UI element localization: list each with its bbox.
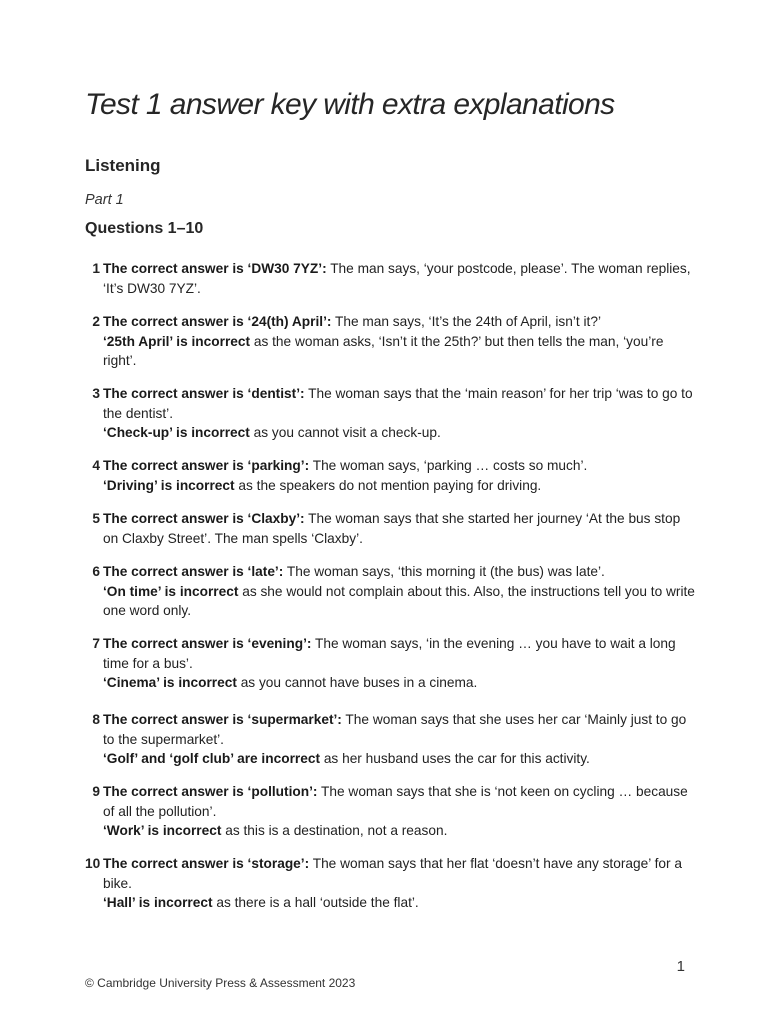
- correct-explanation: The woman says, ‘in the evening … you have to wait a long time for a bus’.: [103, 636, 676, 671]
- incorrect-explanation: as you cannot have buses in a cinema.: [236, 675, 478, 690]
- answer-incorrect: [103, 332, 695, 371]
- answer-incorrect: [103, 476, 695, 496]
- answer-incorrect: [103, 423, 695, 443]
- answer-incorrect: [103, 582, 695, 621]
- answer-number: 3: [92, 386, 100, 401]
- answer-correct: [103, 509, 695, 548]
- page-number: 1: [676, 958, 685, 975]
- answer-incorrect: [103, 893, 695, 913]
- correct-explanation: The woman says that her flat ‘doesn’t have any storage’ for a bike.: [103, 856, 682, 891]
- answer-number: 5: [92, 511, 100, 526]
- incorrect-explanation: as you cannot visit a check-up.: [249, 425, 441, 440]
- answer-incorrect: [103, 821, 695, 841]
- answer-number: 7: [92, 636, 100, 651]
- questions-heading: Questions 1–10: [85, 220, 204, 237]
- correct-label: The correct answer is ‘Claxby’:: [103, 511, 305, 526]
- answer-correct: [103, 782, 695, 821]
- answer-item: [85, 710, 695, 769]
- incorrect-label: ‘25th April’ is incorrect: [103, 333, 251, 349]
- section-heading: Listening: [85, 156, 161, 175]
- answer-number: 1: [92, 261, 100, 276]
- answer-correct: [103, 384, 695, 423]
- part-label: Part 1: [85, 192, 124, 208]
- answer-incorrect: [103, 749, 695, 769]
- answer-number: 8: [92, 712, 100, 727]
- copyright-notice: © Cambridge University Press & Assessment 2023: [85, 976, 356, 990]
- answer-correct: [103, 259, 695, 298]
- incorrect-explanation: as the speakers do not mention paying for driving.: [234, 477, 542, 493]
- incorrect-explanation: as there is a hall ‘outside the flat’.: [212, 895, 419, 910]
- incorrect-explanation: as she would not complain about this. Also, the instructions tell you to write one word only.: [103, 583, 695, 618]
- answer-correct: [103, 634, 695, 673]
- correct-explanation: The woman says, ‘parking … costs so much’.: [309, 458, 588, 473]
- correct-label: The correct answer is ‘DW30 7YZ’:: [103, 261, 327, 276]
- answer-item: [85, 509, 695, 548]
- correct-label: The correct answer is ‘dentist’:: [103, 386, 305, 401]
- incorrect-explanation: as her husband uses the car for this activity.: [320, 751, 590, 766]
- correct-explanation: The man says, ‘It’s the 24th of April, isn’t it?’: [331, 314, 602, 329]
- answer-correct: [103, 710, 695, 749]
- correct-label: The correct answer is ‘24(th) April’:: [103, 314, 332, 329]
- correct-explanation: The woman says that she started her journey ‘At the bus stop on Claxby Street’. The man spells ‘Claxby’.: [103, 511, 681, 546]
- correct-explanation: The man says, ‘your postcode, please’. The woman replies, ‘It’s DW30 7YZ’.: [103, 261, 691, 296]
- answer-item: [85, 312, 695, 371]
- answer-item: [85, 259, 695, 298]
- answer-item: [85, 562, 695, 621]
- correct-label: The correct answer is ‘supermarket’:: [103, 712, 342, 727]
- incorrect-label: ‘Check-up’ is incorrect: [103, 425, 250, 440]
- incorrect-explanation: as this is a destination, not a reason.: [221, 823, 448, 838]
- answer-item: [85, 782, 695, 841]
- answer-number: 4: [92, 458, 100, 473]
- answer-item: [85, 384, 695, 443]
- answer-correct: [103, 562, 695, 582]
- correct-explanation: The woman says that she uses her car ‘Mainly just to go to the supermarket’.: [103, 712, 687, 747]
- incorrect-label: ‘Golf’ and ‘golf club’ are incorrect: [103, 751, 321, 766]
- correct-label: The correct answer is ‘late’:: [103, 564, 284, 579]
- answer-incorrect: [103, 673, 695, 693]
- incorrect-explanation: as the woman asks, ‘Isn’t it the 25th?’ but then tells the man, ‘you’re right’.: [103, 333, 664, 368]
- answer-number: 9: [92, 784, 100, 799]
- correct-label: The correct answer is ‘pollution’:: [103, 784, 318, 799]
- answer-item: [85, 634, 695, 693]
- incorrect-label: ‘Work’ is incorrect: [103, 823, 222, 838]
- answer-correct: [103, 456, 695, 476]
- incorrect-label: ‘Cinema’ is incorrect: [103, 675, 237, 690]
- incorrect-label: ‘Hall’ is incorrect: [103, 895, 213, 910]
- answer-item: [85, 854, 695, 913]
- incorrect-label: ‘On time’ is incorrect: [103, 583, 239, 599]
- page-title: Test 1 answer key with extra explanations: [85, 88, 615, 121]
- answer-correct: [103, 854, 695, 893]
- incorrect-label: ‘Driving’ is incorrect: [103, 477, 235, 493]
- correct-label: The correct answer is ‘storage’:: [103, 856, 310, 871]
- answer-correct: [103, 312, 695, 332]
- correct-explanation: The woman says that the ‘main reason’ for her trip ‘was to go to the dentist’.: [103, 386, 693, 421]
- answer-number: 10: [85, 856, 101, 871]
- correct-label: The correct answer is ‘parking’:: [103, 458, 310, 473]
- correct-label: The correct answer is ‘evening’:: [103, 636, 312, 651]
- correct-explanation: The woman says that she is ‘not keen on cycling … because of all the pollution’.: [103, 784, 688, 819]
- correct-explanation: The woman says, ‘this morning it (the bus) was late’.: [283, 564, 605, 579]
- answer-item: [85, 456, 695, 495]
- answer-number: 6: [92, 564, 100, 579]
- answer-number: 2: [92, 314, 100, 329]
